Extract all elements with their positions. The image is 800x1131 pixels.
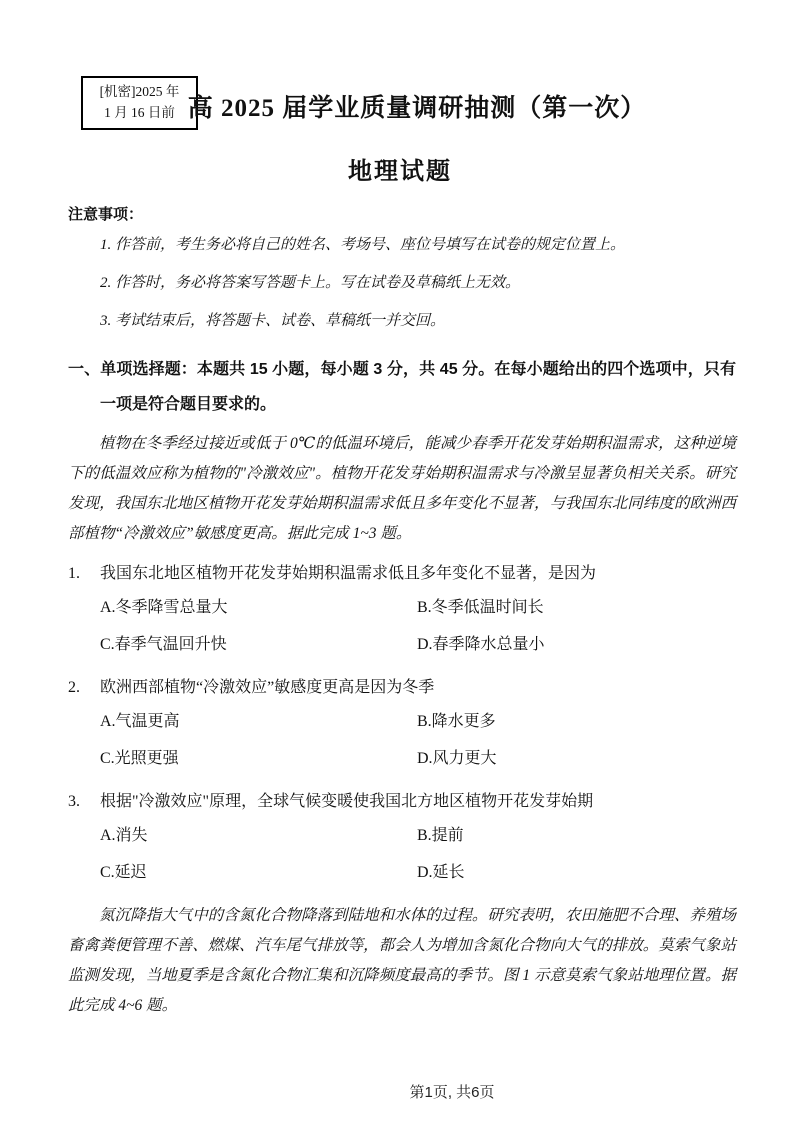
confidential-line1: [机密]2025 年: [99, 84, 180, 100]
notice-item-3: 3. 考试结束后，将答题卡、试卷、草稿纸一并交回。: [100, 313, 446, 329]
notice-item-1: 1. 作答前，考生务必将自己的姓名、考场号、座位号填写在试卷的规定位置上。: [100, 237, 626, 253]
exam-title: 高 2025 届学业质量调研抽测（第一次）: [187, 95, 647, 122]
question-1-line: [68, 561, 736, 587]
question-3-option-b: B.提前: [417, 827, 464, 844]
question-1-options: [68, 589, 736, 663]
exam-content: [68, 204, 736, 1021]
question-2: [68, 675, 736, 777]
passage-1: 植物在冬季经过接近或低于 0℃的低温环境后，能减少春季开花发芽始期积温需求，这种逆境下的低温效应称为植物的"冷激效应"。植物开花发芽始期积温需求与冷激呈显著负相关关系。研究发现，我国东北地区植物开花发芽始期积温需求低且多年变化不显著，与我国东北同纬度的欧洲西部植物“冷激效应”敏感度更高。据此完成 1~3 题。: [68, 435, 736, 542]
question-2-option-d: D.风力更大: [417, 750, 497, 767]
question-3-options: [68, 817, 736, 891]
passage-2: 氮沉降指大气中的含氮化合物降落到陆地和水体的过程。研究表明，农田施肥不合理、养殖场畜禽粪便管理不善、燃煤、汽车尾气排放等，都会人为增加含氮化合物向大气的排放。莫索气象站监测发现，当地夏季是含氮化合物汇集和沉降频度最高的季节。图 1 示意莫索气象站地理位置。据此完成 4~6 题。: [68, 907, 736, 1014]
question-2-options: [68, 703, 736, 777]
question-1-option-c: C.春季气温回升快: [100, 636, 227, 653]
question-1-number: 1.: [68, 565, 80, 582]
question-3: [68, 789, 736, 891]
question-2-number: 2.: [68, 679, 80, 696]
question-3-option-a: A.消失: [100, 827, 148, 844]
subject-title: 地理试题: [348, 159, 452, 185]
question-2-option-a: A.气温更高: [100, 713, 180, 730]
notice-item-2: 2. 作答时，务必将答案写答题卡上。写在试卷及草稿纸上无效。: [100, 275, 521, 291]
question-1-text: 我国东北地区植物开花发芽始期积温需求低且多年变化不显著，是因为: [100, 565, 597, 582]
question-2-line: [68, 675, 736, 701]
question-2-text: 欧洲西部植物“冷激效应”敏感度更高是因为冬季: [100, 679, 435, 696]
question-3-text: 根据"冷激效应"原理，全球气候变暖使我国北方地区植物开花发芽始期: [100, 793, 594, 810]
question-1-option-b: B.冬季低温时间长: [417, 599, 544, 616]
page-number: 第1页, 共6页: [409, 1084, 495, 1101]
notice-list: [68, 226, 736, 340]
question-3-number: 3.: [68, 793, 80, 810]
confidential-line2: 1 月 16 日前: [104, 105, 175, 120]
question-3-option-c: C.延迟: [100, 864, 147, 881]
section-heading: 一、单项选择题：本题共 15 小题，每小题 3 分，共 45 分。在每小题给出的四个选项中，只有一项是符合题目要求的。: [68, 361, 736, 413]
notice-heading: 注意事项：: [68, 206, 144, 223]
question-3-line: [68, 789, 736, 815]
question-1-option-a: A.冬季降雪总量大: [100, 599, 228, 616]
question-2-option-b: B.降水更多: [417, 713, 496, 730]
question-3-option-d: D.延长: [417, 864, 465, 881]
question-1: [68, 561, 736, 663]
question-2-option-c: C.光照更强: [100, 750, 179, 767]
question-1-option-d: D.春季降水总量小: [417, 636, 545, 653]
